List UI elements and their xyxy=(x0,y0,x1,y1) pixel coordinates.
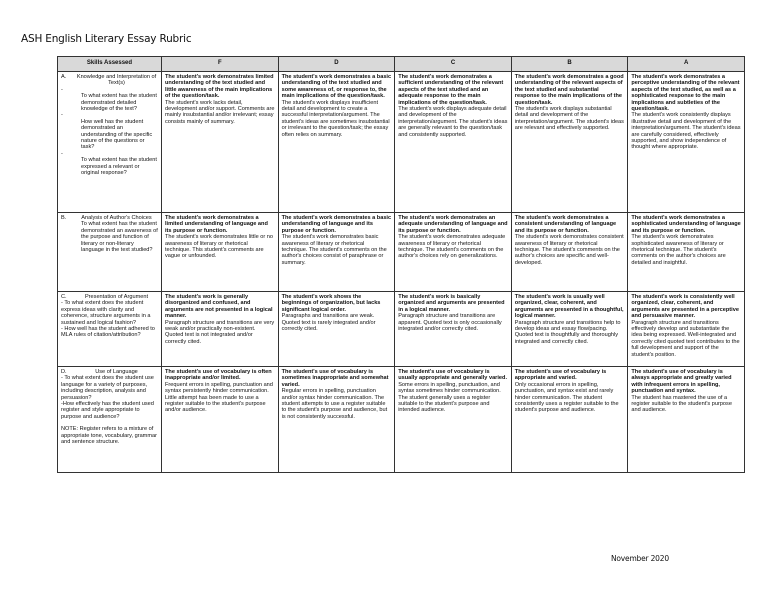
rubric-table xyxy=(57,56,745,473)
document-title: ASH English Literary Essay Rubric xyxy=(21,33,192,45)
header-skills: Skills Assessed xyxy=(58,57,162,72)
criterion-heading: Knowledge and Interpretation of Text(s) xyxy=(76,74,157,87)
descriptor-cell-f: The student's work demonstrates limited understanding of the text studied and little awareness of the main implications of the question/task. The student's work lacks detail, development and/or support. Comments are mainly insubstantial and/or irrelevant; essay consists mainly of summary. xyxy=(162,72,279,213)
criterion-question: - To what extent does the student use language for a variety of purposes, including description, analysis and persuasion? xyxy=(61,375,154,401)
criterion-row-c xyxy=(58,292,745,367)
descriptor-cell-c: The student's use of vocabulary is usually appropriate and generally varied. Some errors in spelling, punctuation, and syntax sometimes hinder communication. The student generally uses a register suitable to the student's purpose and intended audience. xyxy=(395,367,512,473)
criterion-question: How well has the student demonstrated an understanding of the specific nature of the questions or task? xyxy=(81,118,153,151)
descriptor-cell-d: The student's work demonstrates a basic understanding of language and its purpose or function. The student's work demonstrates basic awareness of literary or rhetorical technique. The student's comments on the author's choices consist of paraphrase or summary. xyxy=(278,213,395,292)
header-row xyxy=(58,57,745,72)
criterion-cell xyxy=(58,292,162,367)
criterion-question: - How well has the student adhered to MLA rules of citation/attribution? xyxy=(61,326,155,339)
header-grade-a: A xyxy=(628,57,745,72)
header-grade-f: F xyxy=(162,57,279,72)
descriptor-cell-d: The student's use of vocabulary is sometimes inappropriate and somewhat varied. Regular errors in spelling, punctuation and/or syntax hinder communication. The student attempts to use a register suitable to the student's purpose and audience, but is not consistently successful. xyxy=(278,367,395,473)
descriptor-cell-d: The student's work demonstrates a basic understanding of the text studied and some awareness of, or response to, the main implications of the question/task. The student's work displays insufficient detail and development to create a successful interpretation/argument. The student's ideas are sometimes insubstantial or irrelevant to the question/task; the essay often relies on summary. xyxy=(278,72,395,213)
criterion-number: A. xyxy=(61,74,67,80)
descriptor-cell-b: The student's work demonstrates a consistent understanding of language and its purpose or function. The student's work demonstrates consistent awareness of literary or rhetorical technique. The student's comments on the author's choices are specific and well-developed. xyxy=(511,213,628,292)
criterion-row-a xyxy=(58,72,745,213)
criterion-cell xyxy=(58,367,162,473)
descriptor-cell-f: The student's work demonstrates a limited understanding of language and its purpose or function. The student's work demonstrates little or no awareness of literary or rhetorical technique. This student's comments are vague or unfounded. xyxy=(162,213,279,292)
criterion-note: NOTE: Register refers to a mixture of appropriate tone, vocabulary, grammar and sentence structure. xyxy=(61,426,157,446)
descriptor-cell-c: The student's work demonstrates an adequate understanding of language and its purpose or function. The student's work demonstrates adequate awareness of literary or rhetorical technique. The student's comments on the author's choices rely on generalizations. xyxy=(395,213,512,292)
descriptor-cell-b: The student's use of vocabulary is appropriate and varied. Only occasional errors in spelling, punctuation, and syntax exist and rarely hinder communication. The student consistently uses a register suitable to the student's purpose and audience. xyxy=(511,367,628,473)
criterion-row-d xyxy=(58,367,745,473)
criterion-number: B. xyxy=(61,215,67,221)
criterion-row-b xyxy=(58,213,745,292)
criterion-heading: Presentation of Argument xyxy=(84,294,149,300)
criterion-number: D. xyxy=(61,369,67,375)
criterion-question: To what extent has the student expressed a relevant or original response? xyxy=(81,157,157,177)
descriptor-cell-c: The student's work demonstrates a sufficient understanding of the relevant aspects of the text studied and an adequate response to the main implications of the question/task. The student's work displays adequate detail and development of the interpretation/argument. The student's ideas are generally relevant to the question/task and consistently supported. xyxy=(395,72,512,213)
header-grade-b: B xyxy=(511,57,628,72)
criterion-question: - To what extent does the student express ideas with clarity and coherence, structure arguments in a sustained and logical fashion? xyxy=(61,300,151,326)
criterion-heading: Analysis of Author's Choices xyxy=(81,215,152,221)
criterion-question: -How effectively has the student used register and style appropriate to purpose and audience? xyxy=(61,401,154,420)
descriptor-cell-a: The student's work is consistently well organized, clear, coherent, and arguments are presented in a perceptive and persuasive manner. Paragraph structure and transitions effectively develop and substantiate the idea being expressed. Well-integrated and correctly cited quoted text contributes to the full development and support of the student's position. xyxy=(628,292,745,367)
descriptor-cell-a: The student's work demonstrates a sophisticated understanding of language and its purpose or function. The student's work demonstrates sophisticated awareness of literary or rhetorical technique. The student's comments on the author's choices are detailed and insightful. xyxy=(628,213,745,292)
criterion-number: C. xyxy=(61,294,67,300)
criterion-heading: Use of Language xyxy=(95,369,138,375)
criterion-question: To what extent has the student demonstrated an awareness of the purpose and function of literary or non-literary language in the text studied? xyxy=(81,221,158,254)
header-grade-c: C xyxy=(395,57,512,72)
descriptor-cell-d: The student's work shows the beginnings of organization, but lacks significant logical order. Paragraphs and transitions are weak. Quoted text is rarely integrated and/or correctly cited. xyxy=(278,292,395,367)
descriptor-cell-f: The student's use of vocabulary is often inappropriate and/or limited. Frequent errors in spelling, punctuation and syntax persistently hinder communication. Little attempt has been made to use a register suitable to the student's purpose and/or audience. xyxy=(162,367,279,473)
descriptor-cell-c: The student's work is basically organized and arguments are presented in a logical manner. Paragraph structure and transitions are apparent. Quoted text is only occasionally integrated and/or correctly cited. xyxy=(395,292,512,367)
descriptor-cell-b: The student's work is usually well organized, clear, coherent, and arguments are presented in a thoughtful, logical manner. Paragraph structure and transitions help to develop ideas and essay flow/pacing. Quoted text is thoughtfully and thoroughly integrated and correctly cited. xyxy=(511,292,628,367)
criterion-cell xyxy=(58,213,162,292)
descriptor-cell-a: The student's use of vocabulary is always appropriate and greatly varied with infrequent errors in spelling, punctuation and syntax. The student has mastered the use of a register suitable to the student's purpose and audience. xyxy=(628,367,745,473)
descriptor-cell-b: The student's work demonstrates a good understanding of the relevant aspects of the text studied and substantial response to the main implications of the question/task. The student's work displays substantial detail and development of the interpretation/argument. The student's ideas are relevant and effectively supported. xyxy=(511,72,628,213)
descriptor-cell-a: The student's work demonstrates a perceptive understanding of the relevant aspects of the text studied, as well as a sophisticated response to the main implications and subtleties of the question/task. The student's work consistently displays illustrative detail and development of the interpretation/argument. The student's ideas are carefully considered, effectively supported, and show independence of thought where appropriate. xyxy=(628,72,745,213)
footer-date: November 2020 xyxy=(611,554,669,563)
header-grade-d: D xyxy=(278,57,395,72)
descriptor-cell-f: The student's work is generally disorganized and confused, and arguments are not presented in a logical manner. Paragraph structure and transitions are very weak and/or practically non-existent. Quoted text is not integrated and/or correctly cited. xyxy=(162,292,279,367)
criterion-question: To what extent has the student demonstrated detailed knowledge of the text? xyxy=(81,93,157,113)
criterion-cell: A. Knowledge and Interpretation of Text(s) - To what extent has the student demonstrated detailed knowledge of the text? - How well has the student demonstrated an understanding of the specific nature of the questions or task? - To what extent has the student expressed a relevant or original response? xyxy=(58,72,162,213)
